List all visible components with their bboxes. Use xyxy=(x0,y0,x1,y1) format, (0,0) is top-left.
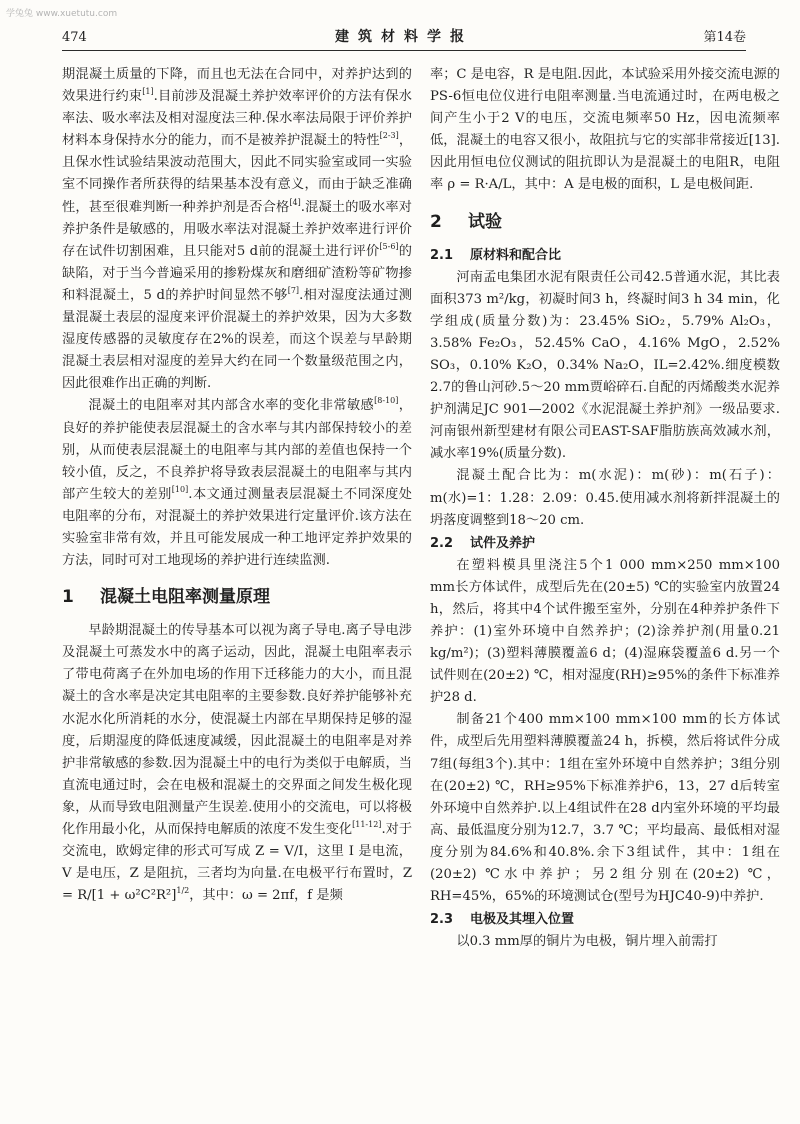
citation: [2-3] xyxy=(379,131,399,141)
right-column xyxy=(430,64,780,953)
citation: [4] xyxy=(289,197,301,207)
volume-label: 第14卷 xyxy=(703,30,746,45)
subsection-heading-2-1 xyxy=(430,245,780,267)
section-number: 1 xyxy=(62,587,74,608)
subsection-number: 2.1 xyxy=(430,247,454,263)
paragraph-specimens-2: 制备21个400 mm×100 mm×100 mm的长方体试件，成型后先用塑料薄膜覆盖24 h，拆模，然后将试件分成7组(每组3个).其中：1组在室外环境中自然养护；3组分别在(20±2) ℃，RH≥95%下标准养护6，13，27 d后转室外环境中自然养护.以上4组试件在28 d内室外环境的平均最高、最低温度分别为12.7，3.7 ℃；平均最高、最低相对湿度分别为84.6%和40.8%.余下3组试件，其中：1组在(20±2) ℃水中养护；另2组分别在(20±2) ℃，RH=45%，65%的环境测试仓(型号为HJC40-9)中养护. xyxy=(430,712,780,905)
paragraph-mix-ratio: 混凝土配合比为：m(水泥)：m(砂)：m(石子)：m(水)=1：1.28：2.09：0.45.使用减水剂将新拌混凝土的坍落度调整到18～20 cm. xyxy=(430,468,780,528)
subsection-number: 2.2 xyxy=(430,535,454,551)
section-title: 试验 xyxy=(468,211,502,232)
paragraph-principle-cont: 率；C 是电容，R 是电阻.因此，本试验采用外接交流电源的PS-6恒电位仪进行电阻率测量.当电流通过时，在两电极之间产生小于2 V的电压，交流电频率50 Hz，因电流频率低，混凝土的电容又很小，故阻抗与它的实部非常接近[13].因此用恒电位仪测试的阻抗即认为是混凝土的电阻R，电阻率 ρ = R·A/L，其中：A 是电极的面积，L 是电极间距. xyxy=(430,67,780,193)
left-column xyxy=(62,64,412,907)
paragraph-intro-2: 混凝土的电阻率对其内部含水率的变化非常敏感[8-10]，良好的养护能使表层混凝土的含水率与其内部保持较小的差别，从而使表层混凝土的电阻率与其内部的差值也保持一个较小值，反之，不良养护将导致表层混凝土的电阻率与其内部产生较大的差别[10].本文通过测量表层混凝土不同深度处电阻率的分布，对混凝土的养护效果进行定量评价.该方法在实验室非常有效，并且可能发展成一种工地评定养护效果的方法，同时可对工地现场的养护进行连续监测. xyxy=(62,396,412,569)
paragraph-specimens-1: 在塑料模具里浇注5个1 000 mm×250 mm×100 mm长方体试件，成型后先在(20±5) ℃的实验室内放置24 h，然后，将其中4个试件搬至室外，分别在4种养护条件下养护：(1)室外环境中自然养护；(2)涂养护剂(用量0.21 kg/m²)；(3)塑料薄膜覆盖6 d；(4)湿麻袋覆盖6 d.另一个试件则在(20±2) ℃，相对湿度(RH)≥95%的条件下标准养护28 d. xyxy=(430,557,780,706)
citation: [7] xyxy=(287,285,300,295)
paragraph-intro-1: 期混凝土质量的下降，而且也无法在合同中，对养护达到的效果进行约束[1].目前涉及混凝土养护效率评价的方法有保水率法、吸水率法及相对湿度法三种.保水率法局限于评价养护材料本身保持水分的能力，而不是被养护混凝土的特性[2-3]，且保水性试验结果波动范围大，因此不同实验室或同一实验室不同操作者所获得的结果基本没有意义，而由于缺乏准确性，甚至很难判断一种养护剂是否合格[4].混凝土的吸水率对养护条件是敏感的，用吸水率法对混凝土养护效率进行评价存在试件切割困难，且只能对5 d前的混凝土进行评价[5-6]的缺陷，对于当今普遍采用的掺粉煤灰和磨细矿渣粉等矿物掺和料混凝土，5 d的养护时间显然不够[7].相对湿度法通过测量混凝土表层的湿度来评价混凝土的养护效果，因为大多数湿度传感器的灵敏度存在2%的误差，而这个误差与早龄期混凝土表层相对湿度的差异大约在同一个数量级范围之内，因此很难作出正确的判断. xyxy=(62,67,413,392)
citation: [5-6] xyxy=(379,241,399,251)
subsection-title: 原材料和配合比 xyxy=(470,247,562,263)
running-header xyxy=(62,26,746,51)
subsection-title: 试件及养护 xyxy=(470,535,536,551)
page-number: 474 xyxy=(62,30,87,45)
subsection-heading-2-3 xyxy=(430,909,780,931)
journal-name: 建筑材料学报 xyxy=(335,29,473,45)
section-heading-1 xyxy=(62,585,412,609)
exponent: 1/2 xyxy=(176,886,190,896)
paragraph-electrodes: 以0.3 mm厚的铜片为电极，铜片埋入前需打 xyxy=(456,934,718,950)
watermark-text: 学兔兔 www.xuetutu.com xyxy=(6,9,118,19)
subsection-heading-2-2 xyxy=(430,533,780,555)
subsection-number: 2.3 xyxy=(430,912,454,928)
citation: [8-10] xyxy=(374,396,399,406)
paragraph-materials: 河南孟电集团水泥有限责任公司42.5普通水泥，其比表面积373 m²/kg，初凝时间3 h，终凝时间3 h 34 min，化学组成(质量分数)为：23.45% SiO₂，5.79% Al₂O₃，3.58% Fe₂O₃，52.45% CaO，4.16% MgO，2.52% SO₃，0.10% K₂O，0.34% Na₂O，IL=2.42%.细度模数2.7的鲁山河砂.5～20 mm贾峪碎石.自配的丙烯酸类水泥养护剂满足JC 901—2002《水泥混凝土养护剂》一级品要求.河南银州新型建材有限公司EAST-SAF脂肪族高效减水剂，减水率19%(质量分数). xyxy=(430,269,780,462)
citation: [11-12] xyxy=(352,820,382,829)
citation: [10] xyxy=(171,484,189,494)
paragraph-principle: 早龄期混凝土的传导基本可以视为离子导电.离子导电涉及混凝土可蒸发水中的离子运动，因此，混凝土电阻率表示了带电荷离子在外加电场的作用下迁移能力的大小，而且混凝土的含水率是决定其电阻率的主要参数.良好养护能够补充水泥水化所消耗的水分，使混凝土内部在早期保持足够的湿度，后期湿度的降低速度减缓，因此混凝土的电阻率是对养护非常敏感的参数.因为混凝土中的电行为类似于电解质，当直流电通过时，会在电极和混凝土的交界面之间发生极化现象，从而导致电阻测量产生误差.使用小的交流电，可以将极化作用最小化，从而保持电解质的浓度不发生变化[11-12].对于交流电，欧姆定律的形式可写成 Z = V/I，这里 I 是电流，V 是电压，Z 是阻抗，三者均为向量.在电极平行布置时，$Z = R/[1 + \omega^2C^2R^2]^{1/2}$，其中：ω = 2πf，f 是频 xyxy=(62,623,413,904)
section-number: 2 xyxy=(430,211,442,232)
section-title: 混凝土电阻率测量原理 xyxy=(100,587,270,608)
citation: [1] xyxy=(142,87,154,97)
subsection-title: 电极及其埋入位置 xyxy=(470,912,575,928)
section-heading-2 xyxy=(430,210,780,234)
